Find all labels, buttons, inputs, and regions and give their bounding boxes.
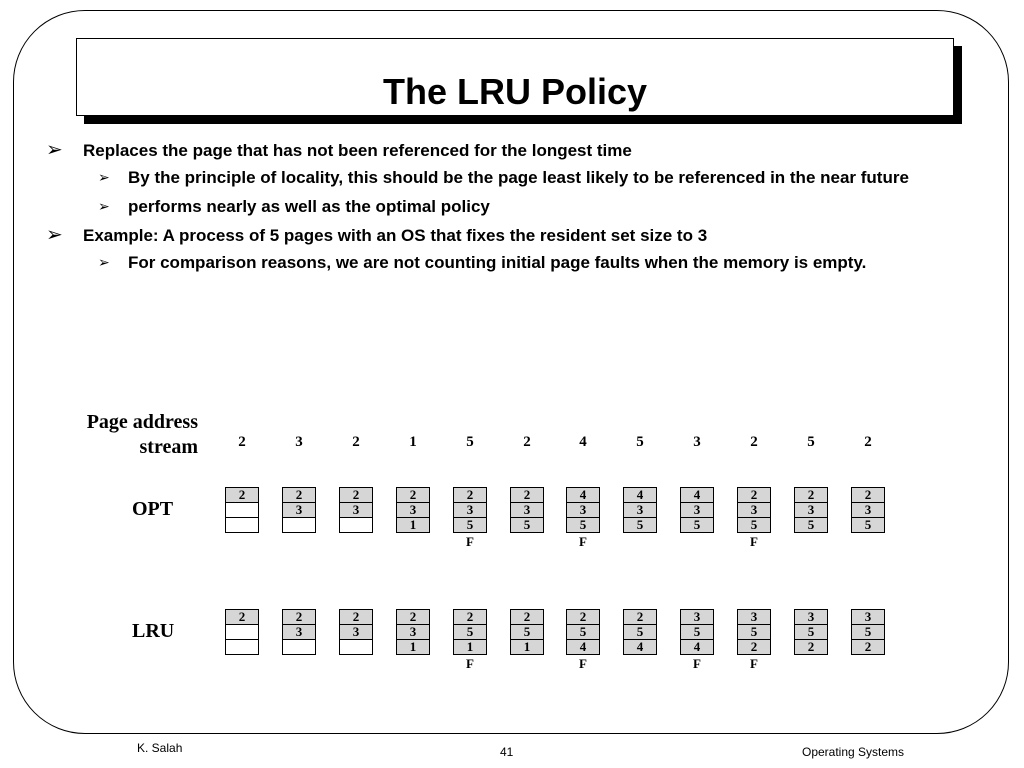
bullet-text: For comparison reasons, we are not counting initial page faults when the memory is empty. — [128, 253, 867, 272]
frame-column — [396, 609, 430, 670]
bullet-text: performs nearly as well as the optimal policy — [128, 197, 490, 216]
page-fault-marker — [396, 656, 430, 670]
frame-cell: 5 — [510, 517, 544, 533]
page-fault-marker — [851, 534, 885, 548]
frame-cell: 2 — [794, 639, 828, 655]
frame-cell: 5 — [680, 517, 714, 533]
frame-cell — [282, 517, 316, 533]
page-fault-marker — [794, 534, 828, 548]
frame-cell: 3 — [851, 609, 885, 625]
stream-value: 4 — [579, 434, 587, 450]
frame-cell: 5 — [737, 517, 771, 533]
frame-cell — [225, 624, 259, 640]
frame-column — [623, 609, 657, 670]
frame-cell: 2 — [225, 609, 259, 625]
frame-column — [396, 487, 430, 548]
stream-value: 5 — [636, 434, 644, 450]
bullet-level2 — [44, 252, 1004, 273]
frame-column — [680, 487, 714, 548]
page-fault-marker — [510, 656, 544, 670]
page-fault-marker — [225, 534, 259, 548]
frame-cell: 2 — [851, 639, 885, 655]
bullet-arrow-icon: ➢ — [98, 254, 110, 270]
page-fault-marker — [339, 656, 373, 670]
frame-cell: 5 — [794, 624, 828, 640]
frame-cell — [225, 502, 259, 518]
frame-cell: 2 — [282, 487, 316, 503]
frame-cell: 3 — [851, 502, 885, 518]
page-fault-marker — [851, 656, 885, 670]
frame-cell: 4 — [680, 487, 714, 503]
frame-cell: 2 — [737, 487, 771, 503]
frame-cell: 2 — [510, 609, 544, 625]
bullet-arrow-icon: ➢ — [98, 169, 110, 185]
frame-cell — [339, 517, 373, 533]
frame-cell: 3 — [282, 624, 316, 640]
opt-label: OPT — [132, 498, 174, 520]
frame-column — [282, 609, 316, 670]
frame-column — [566, 487, 600, 548]
frame-column — [282, 487, 316, 548]
frame-cell: 2 — [339, 609, 373, 625]
stream-value: 1 — [409, 434, 417, 450]
frame-column — [339, 487, 373, 548]
frame-cell: 2 — [623, 609, 657, 625]
frame-cell: 3 — [737, 502, 771, 518]
bullet-text: Replaces the page that has not been referenced for the longest time — [83, 141, 632, 160]
frame-cell: 3 — [737, 609, 771, 625]
page-fault-marker — [623, 656, 657, 670]
frame-cell: 2 — [737, 639, 771, 655]
frame-column — [225, 609, 259, 670]
bullet-arrow-icon: ➢ — [98, 198, 110, 214]
frame-cell: 1 — [510, 639, 544, 655]
page-fault-marker — [510, 534, 544, 548]
frame-cell: 4 — [623, 639, 657, 655]
page-fault-marker: F — [466, 534, 474, 549]
stream-value: 5 — [807, 434, 815, 450]
frame-cell: 5 — [737, 624, 771, 640]
frame-cell — [225, 517, 259, 533]
frame-cell: 4 — [680, 639, 714, 655]
lru-label: LRU — [132, 620, 175, 642]
frame-cell — [339, 639, 373, 655]
frame-cell: 2 — [225, 487, 259, 503]
frame-column — [794, 487, 828, 548]
page-fault-marker — [794, 656, 828, 670]
frame-column — [737, 609, 771, 670]
frame-cell: 5 — [510, 624, 544, 640]
frame-column — [453, 487, 487, 548]
frame-cell: 2 — [396, 609, 430, 625]
frame-cell: 3 — [566, 502, 600, 518]
frame-cell: 5 — [680, 624, 714, 640]
frame-column — [510, 487, 544, 548]
frame-cell: 5 — [794, 517, 828, 533]
frame-column — [680, 609, 714, 670]
stream-label-line2: stream — [139, 436, 198, 458]
stream-value: 2 — [352, 434, 360, 450]
frame-column — [794, 609, 828, 670]
stream-value: 2 — [864, 434, 872, 450]
footer-course: Operating Systems — [802, 745, 905, 759]
frame-column — [510, 609, 544, 670]
stream-value: 3 — [295, 434, 303, 450]
page-fault-marker — [225, 656, 259, 670]
frame-cell: 3 — [282, 502, 316, 518]
page-fault-marker: F — [579, 656, 587, 671]
page-fault-marker — [282, 534, 316, 548]
frame-cell: 3 — [339, 502, 373, 518]
frame-cell: 5 — [566, 517, 600, 533]
frame-column — [225, 487, 259, 548]
footer-page-number: 41 — [500, 745, 514, 759]
stream-value: 5 — [466, 434, 474, 450]
frame-cell: 5 — [566, 624, 600, 640]
page-fault-marker — [623, 534, 657, 548]
bullet-text: Example: A process of 5 pages with an OS that fixes the resident set size to 3 — [83, 226, 708, 245]
frame-cell: 3 — [680, 609, 714, 625]
page-fault-marker: F — [693, 656, 701, 671]
frame-cell: 5 — [623, 517, 657, 533]
frame-cell: 4 — [566, 487, 600, 503]
frame-cell: 3 — [510, 502, 544, 518]
frame-cell: 5 — [851, 517, 885, 533]
frame-cell: 2 — [282, 609, 316, 625]
frame-cell: 2 — [510, 487, 544, 503]
frame-cell: 3 — [339, 624, 373, 640]
frame-cell: 5 — [453, 517, 487, 533]
frame-cell: 5 — [453, 624, 487, 640]
frame-cell: 2 — [339, 487, 373, 503]
bullet-level1 — [44, 225, 1004, 246]
bullet-text: By the principle of locality, this should be the page least likely to be referenced in the near future — [128, 168, 909, 187]
frame-column — [737, 487, 771, 548]
frame-cell: 3 — [680, 502, 714, 518]
page-fault-marker: F — [750, 534, 758, 549]
frame-cell: 1 — [396, 639, 430, 655]
page-fault-marker — [339, 534, 373, 548]
frame-cell: 3 — [453, 502, 487, 518]
page-fault-marker — [396, 534, 430, 548]
bullet-list — [44, 140, 1004, 281]
frame-cell: 5 — [851, 624, 885, 640]
page-fault-marker: F — [579, 534, 587, 549]
page-fault-marker: F — [466, 656, 474, 671]
frame-cell: 3 — [794, 609, 828, 625]
frame-cell: 2 — [794, 487, 828, 503]
frame-column — [851, 487, 885, 548]
frame-column — [339, 609, 373, 670]
page-fault-marker: F — [750, 656, 758, 671]
bullet-arrow-icon: ➢ — [46, 224, 63, 246]
frame-cell: 2 — [453, 609, 487, 625]
frame-column — [566, 609, 600, 670]
stream-value: 2 — [523, 434, 531, 450]
bullet-level2 — [44, 196, 1004, 217]
stream-value: 3 — [693, 434, 701, 450]
frame-cell: 2 — [453, 487, 487, 503]
frame-cell: 2 — [396, 487, 430, 503]
frame-cell: 3 — [794, 502, 828, 518]
frame-cell — [282, 639, 316, 655]
frame-cell: 3 — [396, 502, 430, 518]
frame-cell: 2 — [851, 487, 885, 503]
frame-column — [623, 487, 657, 548]
slide-title: The LRU Policy — [382, 71, 648, 112]
bullet-level2 — [44, 167, 1004, 188]
stream-label-line1: Page address — [86, 411, 198, 433]
page-fault-marker — [680, 534, 714, 548]
bullet-arrow-icon: ➢ — [46, 139, 63, 161]
frame-cell: 3 — [396, 624, 430, 640]
frame-cell: 4 — [623, 487, 657, 503]
stream-value: 2 — [750, 434, 758, 450]
stream-value: 2 — [238, 434, 246, 450]
footer-author: K. Salah — [137, 741, 183, 755]
frame-column — [453, 609, 487, 670]
frame-cell: 4 — [566, 639, 600, 655]
frame-cell — [225, 639, 259, 655]
frame-cell: 1 — [396, 517, 430, 533]
frame-cell: 2 — [566, 609, 600, 625]
page-fault-marker — [282, 656, 316, 670]
frame-column — [851, 609, 885, 670]
bullet-level1 — [44, 140, 1004, 161]
frame-cell: 5 — [623, 624, 657, 640]
title-box — [76, 38, 954, 116]
frame-cell: 3 — [623, 502, 657, 518]
frame-cell: 1 — [453, 639, 487, 655]
